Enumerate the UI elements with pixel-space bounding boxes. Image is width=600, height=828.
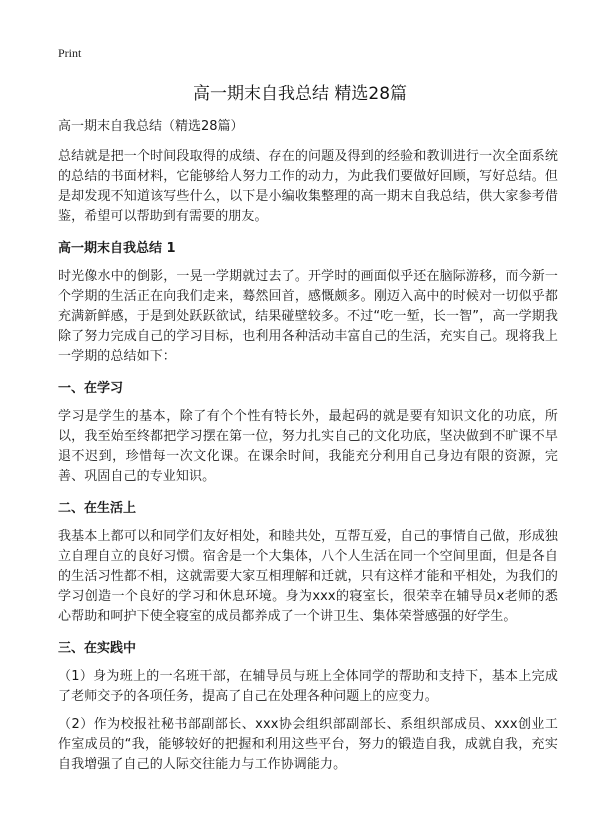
heading-practice: 三、在实践中	[58, 641, 137, 656]
life-paragraph: 我基本上都可以和同学们友好相处，和睦共处，互帮互爱，自己的事情自己做，形成独立自理自立的良好习惯。宿舍是一个大集体，八个人生活在同一个空间里面，但是各自的生活习性都不相，这就需要大家互相理解和迁就，只有这样才能和平相处，为我们的学习创造一个良好的学习和休息环境。身为xxx的寝室长，很荣幸在辅导员x老师的悉心帮助和呵护下使全寝室的成员都养成了一个讲卫生、集体荣誉感强的好学生。	[58, 529, 558, 624]
section-title: 高一期末自我总结 1	[58, 241, 176, 256]
document-body	[58, 117, 558, 787]
print-label: Print	[58, 46, 82, 60]
heading-study: 一、在学习	[58, 381, 124, 396]
practice-paragraph-1: （1）身为班上的一名班干部，在辅导员与班上全体同学的帮助和支持下，基本上完成了老师交予的各项任务，提高了自己在处理各种问题上的应变力。	[58, 669, 558, 704]
heading-life: 二、在生活上	[58, 501, 137, 516]
document-subtitle: 高一期末自我总结（精选28篇）	[58, 119, 244, 134]
intro-paragraph: 总结就是把一个时间段取得的成绩、存在的问题及得到的经验和教训进行一次全面系统的总结的书面材料，它能够给人努力工作的动力，为此我们要做好回顾，写好总结。但是却发现不知道该写些什么，以下是小编收集整理的高一期末自我总结，供大家参考借鉴，希望可以帮助到有需要的朋友。	[58, 149, 558, 224]
practice-paragraph-2: （2）作为校报社秘书部副部长、xxx协会组织部副部长、系组织部成员、xxx创业工作室成员的“我，能够较好的把握和利用这些平台，努力的锻造自我，成就自我，充实自我增强了自己的人际交往能力与工作协调能力。	[58, 717, 558, 772]
page-title: 高一期末自我总结 精选28篇	[192, 84, 408, 104]
study-paragraph: 学习是学生的基本，除了有个个性有特长外，最起码的就是要有知识文化的功底，所以，我至始至终都把学习摆在第一位，努力扎实自己的文化功底，坚决做到不旷课不早退不迟到，珍惜每一次文化课。在课余时间，我能充分利用自己身边有限的资源，完善、巩固自己的专业知识。	[58, 409, 558, 484]
section-intro-paragraph: 时光像水中的倒影，一晃一学期就过去了。开学时的画面似乎还在脑际游移，而今新一个学期的生活正在向我们走来，蓦然回首，感慨颇多。刚迈入高中的时候对一切似乎都充满新鲜感，于是到处跃跃欲试，结果碰壁较多。不过“吃一堑，长一智”，高一学期我除了努力完成自己的学习目标，也利用各种活动丰富自己的生活，充实自己。现将我上一学期的总结如下：	[58, 269, 558, 364]
